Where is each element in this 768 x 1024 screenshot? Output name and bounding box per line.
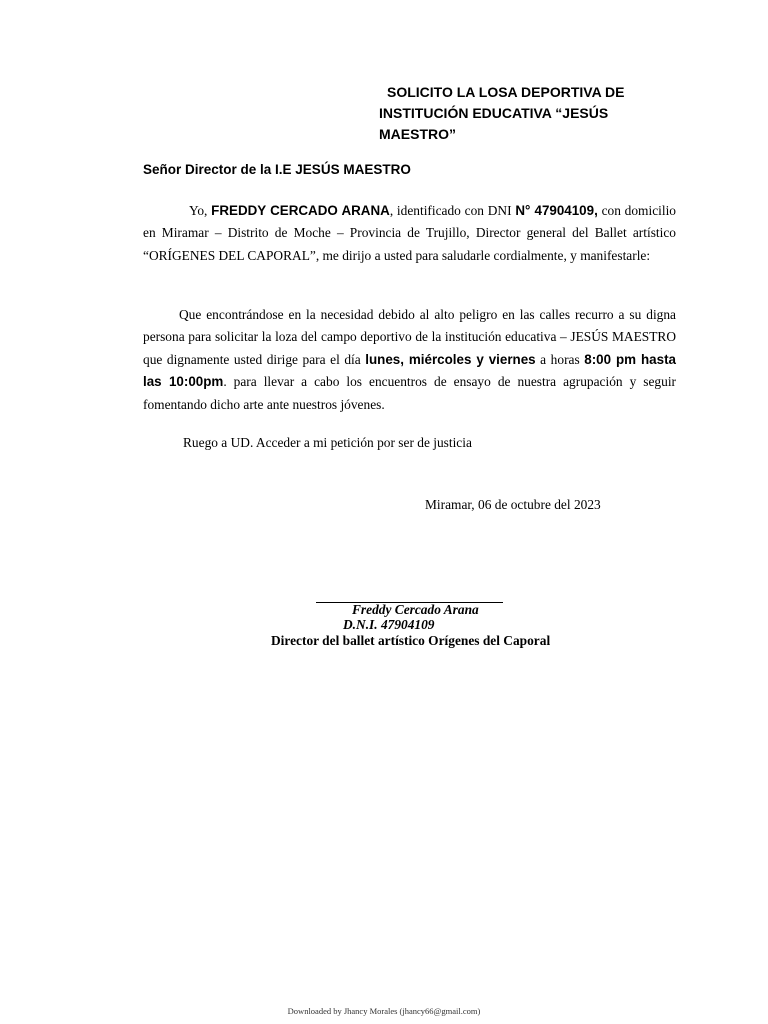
intro-text-2: , identificado con DNI [389,203,516,218]
subject-line-2: INSTITUCIÓN EDUCATIVA “JESÚS [379,105,609,121]
paragraph-request [143,304,676,416]
letter-date: Miramar, 06 de octubre del 2023 [425,497,601,512]
request-days: lunes, miércoles y viernes [365,351,536,367]
paragraph-introduction [143,200,676,267]
intro-text-3: con domicilio en Miramar – Distrito de Moche – Provincia de Trujillo, Director general del Ballet artístico “ORÍGENES DEL CAPORAL”, me dirijo a usted para saludarle cordialmente, y manifestarle: [143,203,676,263]
applicant-name: FREDDY CERCADO ARANA [211,203,390,218]
subject-heading [379,82,662,145]
download-footer: Downloaded by Jhancy Morales (jhancy66@gmail.com) [287,1006,481,1016]
subject-line-1: SOLICITO LA LOSA DEPORTIVA DE [387,84,625,100]
request-text-1: Que encontrándose en la necesidad debido al alto peligro en las calles recurro a su digna persona para solicitar la loza del campo deportivo de la institución educativa – JESÚS MAESTRO que dignamente usted dirige para el día [143,307,676,367]
request-text-3: . para llevar a cabo los encuentros de ensayo de nuestra agrupación y seguir fomentando dicho arte ante nuestros jóvenes. [143,374,677,412]
signature-role: Director del ballet artístico Orígenes del Caporal [271,633,551,648]
request-text-2: a horas [535,351,585,367]
salutation: Señor Director de la I.E JESÚS MAESTRO [143,162,411,177]
signature-dni: D.N.I. 47904109 [343,617,435,632]
paragraph-closing: Ruego a UD. Acceder a mi petición por ser de justicia [183,435,472,450]
subject-line-3: MAESTRO” [379,126,456,142]
intro-text-1: Yo, [189,203,212,218]
signature-name: Freddy Cercado Arana [352,602,479,617]
request-hours: 8:00 pm hasta las 10:00pm [143,351,676,390]
applicant-dni: N° 47904109, [515,203,598,218]
